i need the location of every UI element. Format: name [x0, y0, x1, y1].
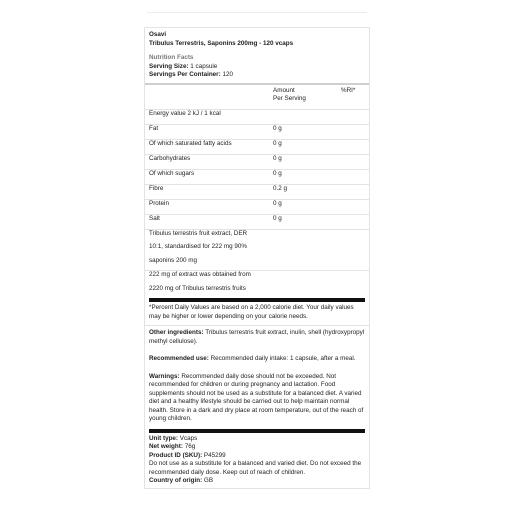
serving-size-label: Serving Size:	[149, 62, 189, 70]
table-row: Energy value 2 kJ / 1 kcal	[145, 109, 369, 124]
extract-line: Tribulus terrestris fruit extract, DER	[145, 229, 369, 243]
extract-line: 10:1, standardised for 222 mg 90%	[149, 243, 248, 250]
serving-size	[149, 63, 365, 72]
warnings-label: Warnings:	[149, 372, 180, 380]
nutrition-facts-panel	[144, 27, 370, 489]
panel-header	[145, 28, 369, 83]
nutrition-facts-title: Nutrition Facts	[149, 54, 194, 61]
unit-type: Unit type: Vcaps	[149, 434, 198, 442]
other-ingredients	[149, 329, 365, 346]
serving-size-value: 1 capsule	[190, 62, 218, 70]
table-row: Salt 0 g	[145, 214, 369, 229]
product-info-section	[145, 433, 369, 488]
disclaimer: Do not use as a substitute for a balanced and varied diet. Do not exceed the recommended daily dose. Keep out of reach of children.	[149, 460, 362, 476]
table-row: Fibre 0.2 g	[145, 184, 369, 199]
other-ingredients-text: Tribulus terrestris fruit extract, inulin, shell (hydroxypropyl methyl cellulose).	[149, 329, 365, 345]
table-row: Fat 0 g	[145, 124, 369, 139]
nutrition-table	[145, 83, 369, 299]
amount-header: Amount Per Serving	[269, 84, 337, 110]
warnings	[149, 373, 365, 424]
recommended-use	[149, 355, 365, 364]
product-sku: Product ID (SKU): P45299	[149, 451, 226, 459]
table-row: Protein 0 g	[145, 199, 369, 214]
servings-label: Servings Per Container:	[149, 71, 221, 78]
servings-per-container	[149, 71, 365, 80]
extract-line: saponins 200 mg	[149, 256, 197, 264]
recommended-use-text: Recommended daily intake: 1 capsule, after a meal.	[210, 355, 356, 362]
recommended-use-label: Recommended use:	[149, 355, 209, 362]
table-row: Of which sugars 0 g	[145, 169, 369, 184]
brand-name: Osavi	[149, 31, 167, 38]
table-header-row	[145, 84, 369, 110]
other-ingredients-label: Other ingredients:	[149, 329, 204, 336]
ri-header: %RI*	[337, 84, 369, 110]
net-weight: Net weight: 76g	[149, 443, 196, 450]
table-row: Carbohydrates 0 g	[145, 154, 369, 169]
extract-line: 222 mg of extract was obtained from	[145, 271, 369, 285]
extract-line: 2220 mg of Tribulus terrestris fruits	[149, 284, 246, 292]
product-title: Tribulus Terrestris, Saponins 200mg - 120 vcaps	[149, 39, 294, 47]
table-row: Of which saturated fatty acids 0 g	[145, 139, 369, 154]
daily-values-note: *Percent Daily Values are based on a 2,000 calorie diet. Your daily values may be higher or lower depending on your calorie needs.	[145, 302, 369, 326]
warnings-text: Recommended daily dose should not be exceeded. Not recommended for children or during pregnancy and lactation. Food supplements should not be used as a substitute for a balanced diet. A varied diet and a healthy lifestyle should be carried out to help maintain normal health. Store in a dark and dry place at room temperature, out of the reach of young children.	[149, 372, 364, 422]
ingredients-section	[145, 326, 369, 427]
country-of-origin: Country of origin: GB	[149, 477, 214, 484]
servings-value: 120	[222, 71, 234, 78]
top-divider	[147, 12, 367, 13]
